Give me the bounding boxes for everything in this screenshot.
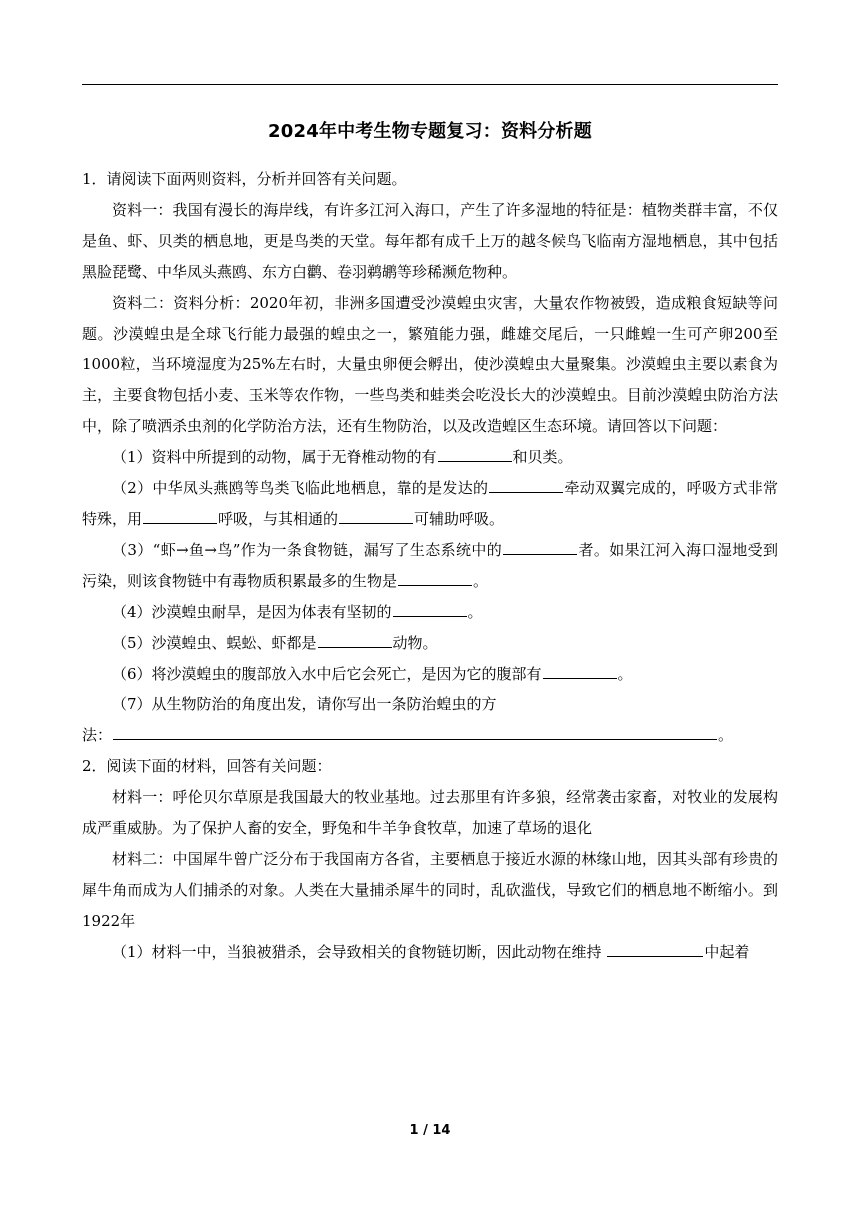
page-number: 1 / 14 — [409, 1123, 451, 1138]
question-1-material-1: 资料一：我国有漫长的海岸线，有许多江河入海口，产生了许多湿地的特征是：植物类群丰富，不仅是鱼、虾、贝类的栖息地，更是鸟类的天堂。每年都有成千上万的越冬候鸟飞临南方湿地栖息，其中包括黑脸琵鹭、中华凤头燕鸥、东方白鹳、卷羽鹈鹕等珍稀濒危物种。 — [82, 200, 778, 281]
answer-blank[interactable] — [503, 535, 577, 555]
question-1-sub-7: （7）从生物防治的角度出发，请你写出一条防治蝗虫的方 — [112, 695, 497, 714]
answer-blank[interactable] — [398, 566, 472, 586]
document-body — [82, 164, 778, 968]
answer-blank[interactable] — [393, 597, 467, 617]
answer-blank[interactable] — [489, 473, 563, 493]
question-1-sub-7-answer-line: 法： 。 — [82, 720, 778, 751]
question-1-sub-4: （4）沙漠蝗虫耐旱，是因为体表有坚韧的 。 — [82, 597, 778, 628]
question-2-material-1: 材料一：呼伦贝尔草原是我国最大的牧业基地。过去那里有许多狼，经常袭击家畜，对牧业的发展构成严重威胁。为了保护人畜的安全，野兔和牛羊争食牧草，加速了草场的退化 — [82, 788, 778, 838]
question-1-sub-2: （2）中华凤头燕鸥等鸟类飞临此地栖息，靠的是发达的 牵动双翼完成的，呼吸方式非常特殊，用 呼吸，与其相通的 可辅助呼吸。 — [82, 473, 778, 535]
answer-blank[interactable] — [543, 659, 617, 679]
answer-blank[interactable] — [438, 442, 512, 462]
answer-blank[interactable] — [113, 720, 717, 740]
document-title: 2024年中考生物专题复习：资料分析题 — [268, 121, 592, 142]
question-1-sub-3: （3）“虾→鱼→鸟”作为一条食物链，漏写了生态系统中的 者。如果江河入海口湿地受到污染，则该食物链中有毒物质积累最多的生物是 。 — [82, 535, 778, 597]
question-1-sub-1: （1）资料中所提到的动物，属于无脊椎动物的有 和贝类。 — [82, 442, 778, 473]
question-1-stem: 1．请阅读下面两则资料，分析并回答有关问题。 — [82, 170, 407, 188]
question-1-sub-6: （6）将沙漠蝗虫的腹部放入水中后它会死亡，是因为它的腹部有 。 — [82, 659, 778, 690]
answer-blank[interactable] — [607, 937, 703, 957]
header-rule — [82, 84, 778, 85]
question-2-stem: 2．阅读下面的材料，回答有关问题： — [82, 757, 332, 776]
answer-blank[interactable] — [318, 628, 392, 648]
question-2-sub-1: （1）材料一中，当狼被猎杀，会导致相关的食物链切断，因此动物在维持 中起着 — [82, 937, 778, 968]
answer-blank[interactable] — [143, 504, 217, 524]
answer-blank[interactable] — [339, 504, 413, 524]
question-2-material-2: 材料二：中国犀牛曾广泛分布于我国南方各省，主要栖息于接近水源的林缘山地，因其头部有珍贵的犀牛角而成为人们捕杀的对象。人类在大量捕杀犀牛的同时，乱砍滥伐，导致它们的栖息地不断缩小。到1922年 — [82, 849, 778, 930]
question-1-material-2: 资料二：资料分析：2020年初，非洲多国遭受沙漠蝗虫灾害，大量农作物被毁，造成粮食短缺等问题。沙漠蝗虫是全球飞行能力最强的蝗虫之一，繁殖能力强，雌雄交尾后，一只雌蝗一生可产卵200至1000粒，当环境湿度为25%左右时，大量虫卵便会孵出，使沙漠蝗虫大量聚集。沙漠蝗虫主要以素食为主，主要食物包括小麦、玉米等农作物，一些鸟类和蛙类会吃没长大的沙漠蝗虫。目前沙漠蝗虫防治方法中，除了喷洒杀虫剂的化学防治方法，还有生物防治，以及改造蝗区生态环境。请回答以下问题： — [82, 293, 778, 436]
question-1-sub-5: （5）沙漠蝗虫、蜈蚣、虾都是 动物。 — [82, 628, 778, 659]
